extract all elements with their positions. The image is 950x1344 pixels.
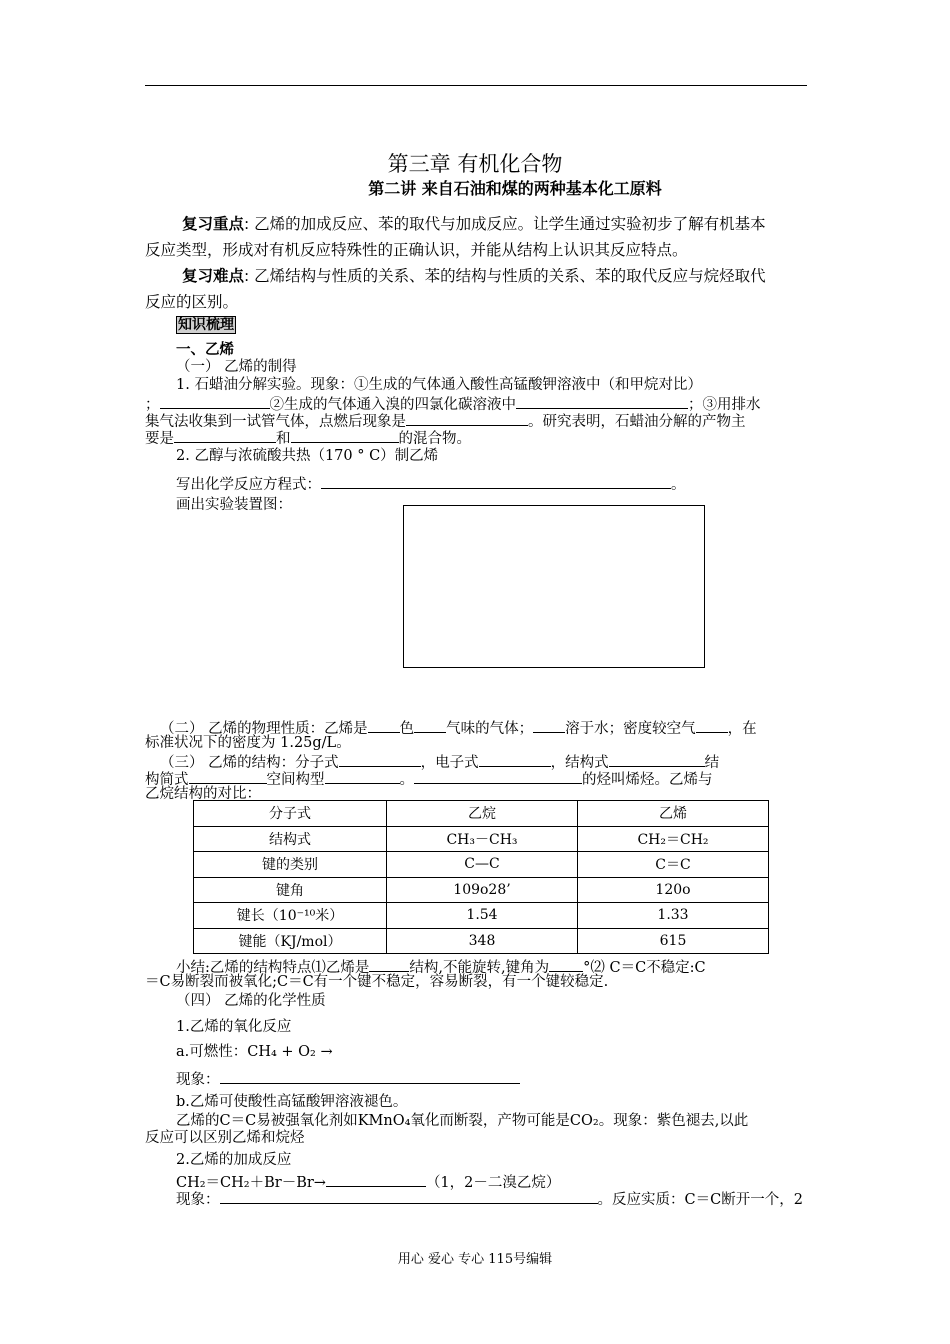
structure-line1: （三） 乙烯的结构：分子式 ，电子式 ，结构式 结 [160,752,719,772]
item1-line3: 集气法收集到一试管气体，点燃后现象是 。研究表明，石蜡油分解的产物主 [145,411,746,431]
blank[interactable] [609,752,705,767]
addition-phenomenon: 现象： 。反应实质：C＝C断开一个，2 [176,1189,803,1209]
table-cell: 615 [578,928,769,954]
item1-line1: 1. 石蜡油分解实验。现象：①生成的气体通入酸性高锰酸钾溶液中（和甲烷对比） [176,377,702,393]
blank[interactable] [369,957,409,972]
oxidation-c2: 反应可以区别乙烯和烷烃 [145,1130,305,1146]
blank[interactable] [549,957,583,972]
summary-line2: ＝C易断裂而被氧化;C＝C有一个键不稳定，容易断裂，有一个键较稳定. [145,974,609,990]
table-cell: CH₂＝CH₂ [578,826,769,852]
focus-line-1: 复习重点: 乙烯的加成反应、苯的取代与加成反应。让学生通过实验初步了解有机基本 [182,215,766,233]
lecture-subtitle: 第二讲 来自石油和煤的两种基本化工原料 [368,179,662,198]
oxidation-a: a.可燃性：CH₄ + O₂ → [176,1044,333,1060]
table-cell: 348 [387,928,578,954]
section-ethylene: 一、乙烯 [176,342,234,358]
structure-line3: 乙烷结构的对比： [145,786,261,802]
table-cell: 乙烷 [387,801,578,827]
table-cell: 109o28’ [387,877,578,903]
table-cell: C＝C [578,852,769,878]
table-header-row [194,801,769,827]
blank[interactable] [696,718,728,733]
header-rule [145,85,807,86]
comparison-table [193,800,769,954]
blank[interactable] [479,752,551,767]
table-cell: 分子式 [194,801,387,827]
item2-line1: 2. 乙醇与浓硫酸共热（170 ° C）制乙烯 [176,448,439,464]
blank[interactable] [339,752,421,767]
table-cell: 120o [578,877,769,903]
table-cell: 键的类别 [194,852,387,878]
chapter-title: 第三章 有机化合物 [387,152,563,176]
table-row [194,826,769,852]
blank[interactable] [189,769,267,784]
page-footer: 用心 爱心 专心 115号编辑 [397,1252,553,1267]
oxidation-title: 1.乙烯的氧化反应 [176,1019,292,1035]
sub-chemical-properties: （四） 乙烯的化学性质 [176,993,326,1009]
focus-label: 复习重点 [182,215,245,233]
blank[interactable] [174,428,276,443]
item1-line2: ； ②生成的气体通入溴的四氯化碳溶液中 ；③用排水 [145,394,761,414]
summary-line1: 小结:乙烯的结构特点⑴乙烯是 结构,不能旋转,键角为 °⑵ C＝C不稳定:C [176,957,706,977]
structure-line2: 构简式 空间构型 。 的烃叫烯烃。乙烯与 [145,769,713,789]
blank[interactable] [220,1069,520,1084]
physical-line1: （二） 乙烯的物理性质：乙烯是 色 气味的气体； 溶于水；密度较空气 ，在 [160,718,757,738]
table-cell: 结构式 [194,826,387,852]
difficulty-line-2: 反应的区别。 [145,293,239,311]
blank[interactable] [368,718,400,733]
difficulty-label: 复习难点 [182,267,245,285]
blank[interactable] [325,769,400,784]
blank[interactable] [516,394,688,409]
table-row [194,903,769,929]
apparatus-drawing-box[interactable] [403,505,705,668]
table-cell: 1.33 [578,903,769,929]
table-cell: C—C [387,852,578,878]
blank[interactable] [160,394,270,409]
knowledge-box: 知识梳理 [178,317,234,333]
table-cell: 键能（KJ/mol） [194,928,387,954]
oxidation-phenomenon: 现象： [176,1069,520,1089]
difficulty-line-1: 复习难点: 乙烯结构与性质的关系、苯的结构与性质的关系、苯的取代反应与烷烃取代 [182,267,766,285]
oxidation-b: b.乙烯可使酸性高锰酸钾溶液褪色。 [176,1094,408,1110]
table-cell: 键角 [194,877,387,903]
table-row [194,877,769,903]
item2-equation: 写出化学反应方程式： 。 [176,474,686,494]
blank[interactable] [414,769,582,784]
sub-preparation: （一） 乙烯的制得 [176,359,297,375]
blank[interactable] [406,411,528,426]
addition-title: 2.乙烯的加成反应 [176,1152,292,1168]
physical-line2: 标准状况下的密度为 1.25g/L。 [145,735,351,751]
blank[interactable] [220,1189,598,1204]
blank[interactable] [291,428,399,443]
addition-equation: CH₂＝CH₂＋Br－Br→ （1，2－二溴乙烷） [176,1172,560,1192]
oxidation-c1: 乙烯的C＝C易被强氧化剂如KMnO₄氧化而断裂，产物可能是CO₂。现象：紫色褪去,以此 [176,1113,749,1129]
table-row [194,928,769,954]
table-row [194,852,769,878]
table-cell: 1.54 [387,903,578,929]
blank[interactable] [414,718,446,733]
blank[interactable] [533,718,565,733]
equation-blank[interactable] [321,474,671,489]
focus-line-2: 反应类型，形成对有机反应特殊性的正确认识，并能从结构上认识其反应特点。 [145,241,688,259]
item2-draw-label: 画出实验装置图： [176,497,292,513]
table-cell: 键长（10⁻¹⁰米） [194,903,387,929]
item1-line4: 要是 和 的混合物。 [145,428,471,448]
blank[interactable] [326,1172,426,1187]
table-cell: 乙烯 [578,801,769,827]
table-cell: CH₃－CH₃ [387,826,578,852]
